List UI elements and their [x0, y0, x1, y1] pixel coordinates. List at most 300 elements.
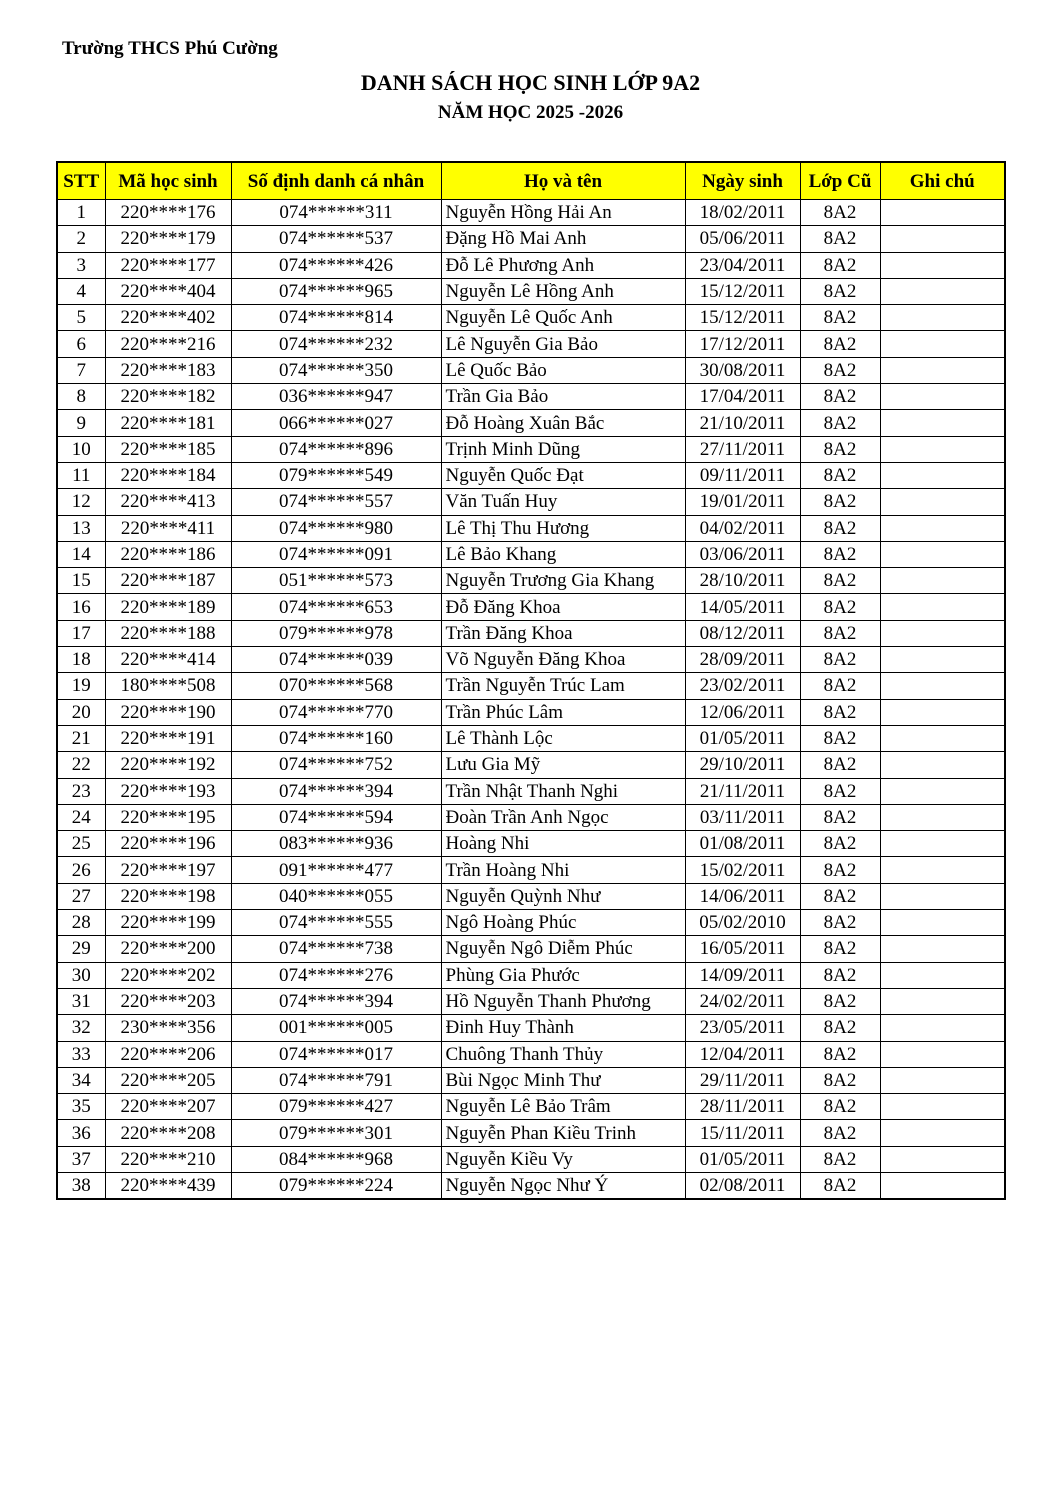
cell-old-class: 8A2	[800, 962, 880, 988]
cell-full-name: Lê Thị Thu Hương	[441, 515, 685, 541]
cell-stt: 20	[57, 699, 105, 725]
cell-stt: 26	[57, 857, 105, 883]
cell-old-class: 8A2	[800, 384, 880, 410]
school-year: NĂM HỌC 2025 -2026	[437, 102, 624, 123]
cell-stt: 8	[57, 384, 105, 410]
cell-student-code: 220****185	[105, 436, 231, 462]
cell-notes	[880, 778, 1005, 804]
cell-student-code: 220****188	[105, 620, 231, 646]
cell-old-class: 8A2	[800, 357, 880, 383]
cell-stt: 24	[57, 804, 105, 830]
cell-student-code: 220****414	[105, 647, 231, 673]
table-row	[57, 200, 1005, 226]
table-row	[57, 489, 1005, 515]
cell-notes	[880, 936, 1005, 962]
cell-birth-date: 28/09/2011	[685, 647, 800, 673]
table-row	[57, 305, 1005, 331]
cell-notes	[880, 462, 1005, 488]
cell-personal-id: 074******091	[231, 541, 441, 567]
cell-stt: 10	[57, 436, 105, 462]
cell-birth-date: 17/12/2011	[685, 331, 800, 357]
cell-old-class: 8A2	[800, 1172, 880, 1199]
cell-stt: 37	[57, 1146, 105, 1172]
cell-student-code: 220****179	[105, 226, 231, 252]
table-row	[57, 936, 1005, 962]
cell-stt: 28	[57, 910, 105, 936]
cell-full-name: Trần Nhật Thanh Nghi	[441, 778, 685, 804]
cell-old-class: 8A2	[800, 226, 880, 252]
cell-personal-id: 074******770	[231, 699, 441, 725]
cell-personal-id: 074******965	[231, 278, 441, 304]
cell-old-class: 8A2	[800, 462, 880, 488]
cell-old-class: 8A2	[800, 1094, 880, 1120]
cell-personal-id: 074******537	[231, 226, 441, 252]
cell-personal-id: 074******160	[231, 725, 441, 751]
cell-old-class: 8A2	[800, 752, 880, 778]
cell-full-name: Lê Thành Lộc	[441, 725, 685, 751]
cell-notes	[880, 1015, 1005, 1041]
cell-student-code: 220****190	[105, 699, 231, 725]
cell-personal-id: 074******426	[231, 252, 441, 278]
cell-birth-date: 29/11/2011	[685, 1067, 800, 1093]
cell-birth-date: 01/08/2011	[685, 831, 800, 857]
cell-old-class: 8A2	[800, 410, 880, 436]
table-row	[57, 357, 1005, 383]
cell-student-code: 220****197	[105, 857, 231, 883]
cell-personal-id: 079******427	[231, 1094, 441, 1120]
cell-personal-id: 083******936	[231, 831, 441, 857]
cell-stt: 11	[57, 462, 105, 488]
cell-full-name: Phùng Gia Phước	[441, 962, 685, 988]
cell-birth-date: 15/11/2011	[685, 1120, 800, 1146]
cell-stt: 12	[57, 489, 105, 515]
cell-student-code: 220****187	[105, 568, 231, 594]
table-row	[57, 568, 1005, 594]
cell-student-code: 220****195	[105, 804, 231, 830]
cell-notes	[880, 541, 1005, 567]
cell-notes	[880, 515, 1005, 541]
cell-old-class: 8A2	[800, 489, 880, 515]
cell-birth-date: 03/06/2011	[685, 541, 800, 567]
cell-birth-date: 15/02/2011	[685, 857, 800, 883]
cell-student-code: 220****202	[105, 962, 231, 988]
cell-notes	[880, 568, 1005, 594]
cell-full-name: Nguyễn Lê Quốc Anh	[441, 305, 685, 331]
table-row	[57, 699, 1005, 725]
cell-personal-id: 074******814	[231, 305, 441, 331]
cell-old-class: 8A2	[800, 331, 880, 357]
cell-student-code: 220****203	[105, 988, 231, 1014]
cell-student-code: 220****205	[105, 1067, 231, 1093]
cell-notes	[880, 357, 1005, 383]
cell-personal-id: 070******568	[231, 673, 441, 699]
cell-personal-id: 074******276	[231, 962, 441, 988]
cell-notes	[880, 857, 1005, 883]
cell-personal-id: 074******039	[231, 647, 441, 673]
cell-birth-date: 02/08/2011	[685, 1172, 800, 1199]
cell-birth-date: 28/10/2011	[685, 568, 800, 594]
table-row	[57, 515, 1005, 541]
school-name: Trường THCS Phú Cường	[62, 38, 278, 59]
cell-old-class: 8A2	[800, 436, 880, 462]
cell-personal-id: 074******555	[231, 910, 441, 936]
cell-old-class: 8A2	[800, 1120, 880, 1146]
cell-old-class: 8A2	[800, 252, 880, 278]
cell-full-name: Nguyễn Ngô Diễm Phúc	[441, 936, 685, 962]
cell-notes	[880, 436, 1005, 462]
cell-personal-id: 074******557	[231, 489, 441, 515]
cell-birth-date: 19/01/2011	[685, 489, 800, 515]
cell-personal-id: 036******947	[231, 384, 441, 410]
cell-personal-id: 074******980	[231, 515, 441, 541]
cell-full-name: Trần Phúc Lâm	[441, 699, 685, 725]
cell-full-name: Lưu Gia Mỹ	[441, 752, 685, 778]
cell-notes	[880, 725, 1005, 751]
cell-student-code: 220****192	[105, 752, 231, 778]
col-header-stt: STT	[57, 162, 105, 200]
cell-stt: 29	[57, 936, 105, 962]
cell-notes	[880, 673, 1005, 699]
cell-full-name: Đỗ Hoàng Xuân Bắc	[441, 410, 685, 436]
cell-birth-date: 23/05/2011	[685, 1015, 800, 1041]
cell-personal-id: 079******224	[231, 1172, 441, 1199]
cell-notes	[880, 647, 1005, 673]
table-row	[57, 1146, 1005, 1172]
cell-student-code: 220****200	[105, 936, 231, 962]
cell-birth-date: 15/12/2011	[685, 305, 800, 331]
cell-personal-id: 084******968	[231, 1146, 441, 1172]
cell-student-code: 220****186	[105, 541, 231, 567]
cell-full-name: Hoàng Nhi	[441, 831, 685, 857]
cell-birth-date: 29/10/2011	[685, 752, 800, 778]
cell-student-code: 220****402	[105, 305, 231, 331]
cell-personal-id: 091******477	[231, 857, 441, 883]
cell-notes	[880, 962, 1005, 988]
cell-notes	[880, 384, 1005, 410]
table-row	[57, 778, 1005, 804]
cell-personal-id: 074******738	[231, 936, 441, 962]
cell-student-code: 220****182	[105, 384, 231, 410]
cell-personal-id: 079******549	[231, 462, 441, 488]
cell-notes	[880, 252, 1005, 278]
cell-notes	[880, 988, 1005, 1014]
cell-notes	[880, 1067, 1005, 1093]
cell-old-class: 8A2	[800, 200, 880, 226]
cell-notes	[880, 831, 1005, 857]
table-row	[57, 278, 1005, 304]
cell-birth-date: 28/11/2011	[685, 1094, 800, 1120]
cell-old-class: 8A2	[800, 594, 880, 620]
cell-old-class: 8A2	[800, 699, 880, 725]
cell-notes	[880, 804, 1005, 830]
cell-full-name: Nguyễn Lê Bảo Trâm	[441, 1094, 685, 1120]
cell-full-name: Nguyễn Quốc Đạt	[441, 462, 685, 488]
cell-student-code: 220****413	[105, 489, 231, 515]
table-row	[57, 462, 1005, 488]
cell-full-name: Lê Bảo Khang	[441, 541, 685, 567]
cell-full-name: Trịnh Minh Dũng	[441, 436, 685, 462]
cell-stt: 5	[57, 305, 105, 331]
cell-student-code: 220****183	[105, 357, 231, 383]
col-header-full-name: Họ và tên	[441, 162, 685, 200]
cell-personal-id: 079******978	[231, 620, 441, 646]
cell-birth-date: 12/04/2011	[685, 1041, 800, 1067]
table-row	[57, 725, 1005, 751]
cell-student-code: 220****191	[105, 725, 231, 751]
table-row	[57, 1041, 1005, 1067]
cell-notes	[880, 226, 1005, 252]
cell-student-code: 180****508	[105, 673, 231, 699]
cell-stt: 6	[57, 331, 105, 357]
cell-notes	[880, 1094, 1005, 1120]
table-row	[57, 620, 1005, 646]
cell-birth-date: 08/12/2011	[685, 620, 800, 646]
cell-birth-date: 04/02/2011	[685, 515, 800, 541]
cell-student-code: 220****210	[105, 1146, 231, 1172]
cell-personal-id: 074******896	[231, 436, 441, 462]
cell-notes	[880, 620, 1005, 646]
col-header-personal-id: Số định danh cá nhân	[231, 162, 441, 200]
cell-full-name: Nguyễn Ngọc Như Ý	[441, 1172, 685, 1199]
cell-birth-date: 17/04/2011	[685, 384, 800, 410]
cell-student-code: 220****404	[105, 278, 231, 304]
table-header-row	[57, 162, 1005, 200]
table-row	[57, 1120, 1005, 1146]
cell-birth-date: 09/11/2011	[685, 462, 800, 488]
cell-student-code: 220****193	[105, 778, 231, 804]
cell-birth-date: 30/08/2011	[685, 357, 800, 383]
cell-student-code: 220****176	[105, 200, 231, 226]
cell-personal-id: 074******594	[231, 804, 441, 830]
cell-personal-id: 066******027	[231, 410, 441, 436]
cell-birth-date: 14/06/2011	[685, 883, 800, 909]
cell-birth-date: 14/05/2011	[685, 594, 800, 620]
cell-student-code: 220****177	[105, 252, 231, 278]
cell-notes	[880, 410, 1005, 436]
cell-full-name: Lê Nguyễn Gia Bảo	[441, 331, 685, 357]
cell-stt: 38	[57, 1172, 105, 1199]
cell-full-name: Lê Quốc Bảo	[441, 357, 685, 383]
cell-stt: 31	[57, 988, 105, 1014]
cell-student-code: 220****208	[105, 1120, 231, 1146]
cell-student-code: 220****439	[105, 1172, 231, 1199]
cell-stt: 18	[57, 647, 105, 673]
cell-birth-date: 03/11/2011	[685, 804, 800, 830]
cell-stt: 1	[57, 200, 105, 226]
cell-full-name: Nguyễn Hồng Hải An	[441, 200, 685, 226]
col-header-birth-date: Ngày sinh	[685, 162, 800, 200]
cell-student-code: 220****189	[105, 594, 231, 620]
cell-stt: 25	[57, 831, 105, 857]
cell-personal-id: 074******350	[231, 357, 441, 383]
table-row	[57, 804, 1005, 830]
table-row	[57, 910, 1005, 936]
cell-personal-id: 074******017	[231, 1041, 441, 1067]
page-title: DANH SÁCH HỌC SINH LỚP 9A2	[360, 70, 701, 95]
cell-notes	[880, 594, 1005, 620]
cell-full-name: Võ Nguyễn Đăng Khoa	[441, 647, 685, 673]
cell-old-class: 8A2	[800, 988, 880, 1014]
col-header-old-class: Lớp Cũ	[800, 162, 880, 200]
cell-stt: 27	[57, 883, 105, 909]
cell-personal-id: 051******573	[231, 568, 441, 594]
cell-stt: 33	[57, 1041, 105, 1067]
cell-stt: 34	[57, 1067, 105, 1093]
table-row	[57, 594, 1005, 620]
cell-old-class: 8A2	[800, 1067, 880, 1093]
cell-old-class: 8A2	[800, 804, 880, 830]
cell-birth-date: 05/02/2010	[685, 910, 800, 936]
cell-stt: 22	[57, 752, 105, 778]
cell-personal-id: 040******055	[231, 883, 441, 909]
table-row	[57, 752, 1005, 778]
cell-student-code: 220****206	[105, 1041, 231, 1067]
table-row	[57, 1015, 1005, 1041]
cell-personal-id: 079******301	[231, 1120, 441, 1146]
cell-student-code: 220****184	[105, 462, 231, 488]
cell-student-code: 220****196	[105, 831, 231, 857]
cell-birth-date: 21/11/2011	[685, 778, 800, 804]
cell-student-code: 220****199	[105, 910, 231, 936]
table-row	[57, 647, 1005, 673]
table-row	[57, 831, 1005, 857]
cell-full-name: Nguyễn Phan Kiều Trinh	[441, 1120, 685, 1146]
table-row	[57, 410, 1005, 436]
table-row	[57, 1172, 1005, 1199]
cell-personal-id: 074******394	[231, 988, 441, 1014]
cell-full-name: Văn Tuấn Huy	[441, 489, 685, 515]
cell-notes	[880, 910, 1005, 936]
cell-stt: 14	[57, 541, 105, 567]
cell-stt: 4	[57, 278, 105, 304]
cell-student-code: 230****356	[105, 1015, 231, 1041]
cell-birth-date: 18/02/2011	[685, 200, 800, 226]
cell-stt: 36	[57, 1120, 105, 1146]
cell-personal-id: 074******752	[231, 752, 441, 778]
cell-notes	[880, 305, 1005, 331]
table-row	[57, 857, 1005, 883]
cell-stt: 7	[57, 357, 105, 383]
cell-notes	[880, 752, 1005, 778]
cell-old-class: 8A2	[800, 725, 880, 751]
cell-old-class: 8A2	[800, 673, 880, 699]
cell-stt: 9	[57, 410, 105, 436]
cell-full-name: Chuông Thanh Thủy	[441, 1041, 685, 1067]
cell-full-name: Ngô Hoàng Phúc	[441, 910, 685, 936]
cell-full-name: Đinh Huy Thành	[441, 1015, 685, 1041]
cell-full-name: Nguyễn Lê Hồng Anh	[441, 278, 685, 304]
cell-full-name: Trần Đăng Khoa	[441, 620, 685, 646]
cell-stt: 30	[57, 962, 105, 988]
cell-full-name: Trần Hoàng Nhi	[441, 857, 685, 883]
cell-full-name: Đỗ Lê Phương Anh	[441, 252, 685, 278]
cell-full-name: Đoàn Trần Anh Ngọc	[441, 804, 685, 830]
cell-full-name: Bùi Ngọc Minh Thư	[441, 1067, 685, 1093]
student-table	[56, 161, 1006, 1200]
table-row	[57, 252, 1005, 278]
table-body	[57, 200, 1005, 1200]
cell-old-class: 8A2	[800, 541, 880, 567]
cell-stt: 13	[57, 515, 105, 541]
cell-stt: 17	[57, 620, 105, 646]
cell-old-class: 8A2	[800, 778, 880, 804]
cell-birth-date: 01/05/2011	[685, 725, 800, 751]
cell-student-code: 220****198	[105, 883, 231, 909]
cell-old-class: 8A2	[800, 568, 880, 594]
cell-full-name: Nguyễn Trương Gia Khang	[441, 568, 685, 594]
cell-stt: 21	[57, 725, 105, 751]
cell-birth-date: 05/06/2011	[685, 226, 800, 252]
cell-student-code: 220****216	[105, 331, 231, 357]
cell-personal-id: 074******232	[231, 331, 441, 357]
cell-personal-id: 074******394	[231, 778, 441, 804]
cell-notes	[880, 489, 1005, 515]
cell-notes	[880, 1146, 1005, 1172]
cell-old-class: 8A2	[800, 1015, 880, 1041]
cell-personal-id: 074******791	[231, 1067, 441, 1093]
cell-stt: 35	[57, 1094, 105, 1120]
cell-old-class: 8A2	[800, 883, 880, 909]
col-header-notes: Ghi chú	[880, 162, 1005, 200]
cell-birth-date: 24/02/2011	[685, 988, 800, 1014]
cell-birth-date: 14/09/2011	[685, 962, 800, 988]
table-row	[57, 384, 1005, 410]
table-row	[57, 1094, 1005, 1120]
cell-student-code: 220****207	[105, 1094, 231, 1120]
cell-old-class: 8A2	[800, 305, 880, 331]
cell-birth-date: 27/11/2011	[685, 436, 800, 462]
cell-notes	[880, 883, 1005, 909]
cell-birth-date: 21/10/2011	[685, 410, 800, 436]
table-row	[57, 883, 1005, 909]
cell-old-class: 8A2	[800, 857, 880, 883]
cell-full-name: Hồ Nguyễn Thanh Phương	[441, 988, 685, 1014]
cell-stt: 23	[57, 778, 105, 804]
cell-student-code: 220****411	[105, 515, 231, 541]
cell-notes	[880, 200, 1005, 226]
cell-birth-date: 12/06/2011	[685, 699, 800, 725]
cell-old-class: 8A2	[800, 910, 880, 936]
cell-old-class: 8A2	[800, 1041, 880, 1067]
cell-old-class: 8A2	[800, 620, 880, 646]
table-row	[57, 962, 1005, 988]
cell-personal-id: 074******653	[231, 594, 441, 620]
cell-full-name: Đỗ Đăng Khoa	[441, 594, 685, 620]
cell-old-class: 8A2	[800, 1146, 880, 1172]
cell-notes	[880, 331, 1005, 357]
cell-personal-id: 001******005	[231, 1015, 441, 1041]
table-row	[57, 988, 1005, 1014]
cell-birth-date: 23/02/2011	[685, 673, 800, 699]
cell-notes	[880, 1041, 1005, 1067]
cell-notes	[880, 278, 1005, 304]
table-row	[57, 436, 1005, 462]
table-row	[57, 1067, 1005, 1093]
cell-full-name: Trần Nguyễn Trúc Lam	[441, 673, 685, 699]
cell-stt: 16	[57, 594, 105, 620]
cell-full-name: Nguyễn Quỳnh Như	[441, 883, 685, 909]
cell-stt: 2	[57, 226, 105, 252]
cell-old-class: 8A2	[800, 831, 880, 857]
table-row	[57, 673, 1005, 699]
cell-old-class: 8A2	[800, 647, 880, 673]
cell-stt: 32	[57, 1015, 105, 1041]
cell-old-class: 8A2	[800, 936, 880, 962]
table-row	[57, 331, 1005, 357]
cell-old-class: 8A2	[800, 515, 880, 541]
cell-full-name: Nguyễn Kiều Vy	[441, 1146, 685, 1172]
cell-birth-date: 01/05/2011	[685, 1146, 800, 1172]
